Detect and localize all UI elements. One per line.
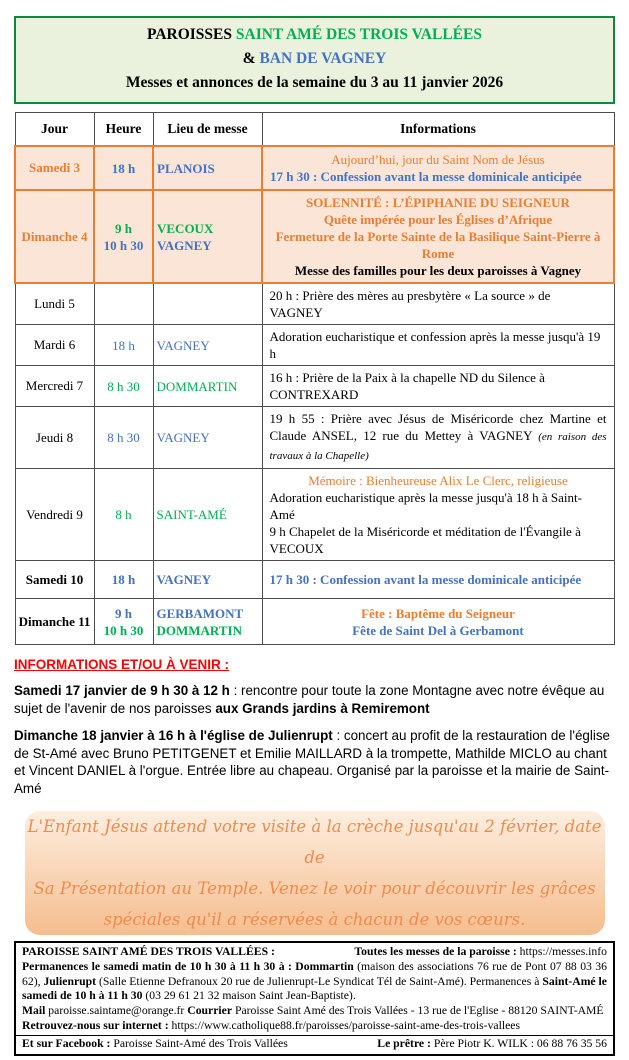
text-run: SAINT AMÉ DES TROIS VALLÉES — [235, 26, 482, 43]
place-cell-line — [157, 506, 259, 523]
text-run: VAGNEY — [156, 430, 210, 445]
info-line — [270, 605, 607, 622]
text-run: Jeudi 8 — [35, 429, 74, 445]
table-row-dimanche-4 — [15, 190, 614, 283]
text-run: Lundi 5 — [34, 296, 75, 311]
info-line — [270, 151, 606, 168]
time-cell-line — [96, 237, 151, 254]
time-cell-line — [96, 220, 151, 237]
place-cell-line — [157, 605, 259, 622]
text-run: SAINT-AMÉ — [156, 507, 227, 522]
info-line — [270, 622, 607, 639]
info-cell — [262, 407, 614, 469]
place-cell — [153, 146, 262, 190]
footer-masses-info — [354, 945, 607, 960]
footer-facebook — [22, 1037, 288, 1052]
footer-permanences — [22, 960, 607, 1004]
announcements-section — [14, 657, 615, 797]
text-run: aux Grands jardins à Remiremont — [215, 700, 430, 716]
text-run: VECOUX — [157, 220, 214, 236]
text-run: Adoration eucharistique après la messe jusqu'à 18 h à Saint-Amé — [269, 490, 582, 522]
announcements-heading: INFORMATIONS ET/OU À VENIR : — [14, 657, 229, 672]
text-run: 10 h 30 — [103, 237, 144, 253]
place-cell — [153, 283, 262, 325]
text-run: Quête impérée pour les Églises d’Afrique — [323, 212, 553, 227]
info-cell — [262, 469, 614, 561]
place-cell-line — [157, 571, 259, 588]
text-run: (Salle Etienne Defranoux 20 rue de Julienrupt-Le Syndicat Tél de Saint-Amé). Permanences à — [96, 974, 543, 988]
info-line — [270, 523, 607, 557]
text-run: 8 h 30 — [107, 430, 140, 445]
text-run: (03 29 61 21 32 maison Saint Jean-Baptiste). — [142, 989, 356, 1003]
place-cell-line — [157, 337, 259, 354]
place-cell-line — [157, 220, 258, 237]
creche-notice-line: spéciales qu'il a réservées à chacun de vos cœurs. — [103, 910, 526, 929]
text-run: Saint-Amé le samedi de 10 h à 11 h 30 — [22, 974, 607, 1003]
day-cell — [15, 283, 94, 325]
text-run: PAROISSES — [147, 26, 236, 43]
info-cell — [262, 325, 614, 366]
time-cell — [94, 407, 153, 469]
time-cell-line — [96, 378, 152, 395]
col-header-informations: Informations — [262, 113, 614, 147]
table-row-lundi-5 — [15, 283, 614, 325]
text-run: 18 h — [112, 337, 135, 353]
info-line — [270, 410, 607, 465]
time-cell-line — [96, 429, 152, 446]
text-run: Retrouvez-nous sur internet : — [22, 1018, 169, 1032]
text-run: Samedi 17 janvier de 9 h 30 à 12 h — [14, 683, 230, 698]
time-cell-line — [96, 622, 152, 639]
text-run: Permanences le samedi matin de 10 h 30 à 11 h 30 à : Dommartin — [22, 959, 354, 973]
time-cell-line — [96, 571, 152, 588]
text-run: Courrier — [187, 1004, 233, 1018]
announcement-paragraph-1 — [14, 682, 615, 717]
time-cell — [94, 190, 153, 283]
place-cell-line — [157, 237, 258, 254]
text-run: Toutes les messes de la paroisse : — [354, 945, 517, 958]
text-run: Mail — [22, 1004, 46, 1018]
text-run: SOLENNITÉ : L’ÉPIPHANIE DU SEIGNEUR — [306, 195, 570, 210]
table-row-mercredi-7 — [15, 366, 614, 407]
place-cell-line — [157, 622, 259, 639]
text-run: Fermeture de la Porte Sainte de la Basilique Saint-Pierre à Rome — [275, 229, 601, 261]
place-cell-line — [157, 160, 258, 177]
time-cell — [94, 366, 153, 407]
col-header-heure: Heure — [94, 113, 153, 147]
table-row-dimanche-11 — [15, 599, 614, 645]
banner-title-line2 — [20, 47, 609, 71]
place-cell — [153, 469, 262, 561]
table-row-vendredi-9 — [15, 469, 614, 561]
text-run: GERBAMONT — [156, 605, 244, 621]
time-cell — [94, 561, 153, 599]
text-run: 16 h : Prière de la Paix à la chapelle ND du Silence à CONTREXARD — [269, 370, 545, 402]
footer-mail-courrier — [22, 1004, 607, 1019]
info-line — [270, 328, 607, 362]
day-cell — [15, 599, 94, 645]
time-cell — [94, 283, 153, 325]
place-cell — [153, 407, 262, 469]
text-run: Mémoire : Bienheureuse Alix Le Clerc, religieuse — [308, 473, 568, 488]
text-run: BAN DE VAGNEY — [259, 50, 387, 67]
table-row-samedi-3 — [15, 146, 614, 190]
place-cell-line — [157, 429, 259, 446]
day-cell — [15, 325, 94, 366]
place-cell-line — [157, 378, 259, 395]
day-cell — [15, 407, 94, 469]
text-run: Et sur Facebook : — [22, 1036, 111, 1050]
text-run: Dimanche 18 janvier à 16 h à l'église de Julienrupt — [14, 728, 333, 743]
info-line — [270, 168, 606, 185]
text-run: (en raison des travaux à la Chapelle) — [269, 431, 607, 462]
day-cell — [15, 190, 94, 283]
info-cell — [262, 146, 614, 190]
info-line — [270, 287, 607, 321]
day-cell — [15, 366, 94, 407]
text-run: VAGNEY — [157, 237, 212, 253]
announcement-paragraph-2 — [14, 727, 615, 797]
place-cell — [153, 599, 262, 645]
header-banner — [14, 16, 615, 104]
info-line — [270, 472, 607, 489]
info-line — [270, 489, 607, 523]
text-run: 17 h 30 : Confession avant la messe dominicale anticipée — [270, 169, 582, 184]
text-run: Adoration eucharistique et confession après la messe jusqu'à 19 h — [269, 329, 601, 361]
text-run: Aujourd’hui, jour du Saint Nom de Jésus — [331, 152, 545, 167]
time-cell-line — [96, 337, 152, 354]
text-run: VAGNEY — [156, 337, 210, 353]
time-cell-line — [96, 605, 152, 622]
text-run: 9 h — [115, 605, 132, 621]
text-run: Mercredi 7 — [25, 378, 84, 393]
link[interactable]: https://messes.info — [516, 945, 607, 958]
text-run: Dimanche 11 — [18, 613, 91, 629]
text-run: Paroisse Saint-Amé des Trois Vallées — [110, 1036, 288, 1050]
text-run: 9 h Chapelet de la Miséricorde et méditation de l'Évangile à VECOUX — [269, 524, 581, 556]
table-row-jeudi-8 — [15, 407, 614, 469]
table-row-samedi-10 — [15, 561, 614, 599]
info-line — [270, 369, 607, 403]
text-run: : concert au profit de la restauration de l'église de St-Amé avec Bruno PETITGENET et Emilie MAILLARD à la trompette, Mathilde MICLO au chant et Vincent DANIEL à l'orgue. Entrée libre au chapeau. Organisé par la paroisse et la mairie de Saint-Amé — [14, 728, 610, 796]
info-cell — [262, 561, 614, 599]
text-run: 10 h 30 — [103, 622, 144, 638]
info-cell — [262, 599, 614, 645]
creche-notice-line: Sa Présentation au Temple. Venez le voir pour découvrir les grâces — [33, 879, 596, 898]
text-run: 20 h : Prière des mères au presbytère « La source » de VAGNEY — [269, 288, 551, 320]
text-run: Mardi 6 — [33, 337, 76, 352]
text-run: Julienrupt — [43, 974, 97, 988]
banner-subtitle — [20, 71, 609, 95]
text-run: Samedi 3 — [29, 160, 80, 175]
info-line — [270, 211, 606, 228]
text-run: : rencontre pour toute la zone Montagne avec notre évêque au sujet de l'avenir de nos paroisses — [14, 683, 605, 716]
link[interactable]: https://www.catholique88.fr/paroisses/paroisse-saint-ame-des-trois-vallees — [168, 1018, 521, 1032]
footer-line-5 — [16, 1035, 613, 1052]
footer-parish-title — [22, 945, 275, 960]
text-run: PAROISSE SAINT AMÉ DES TROIS VALLÉES : — [22, 945, 275, 958]
day-cell — [15, 561, 94, 599]
schedule-table — [14, 112, 615, 645]
text-run: Paroisse Saint Amé des Trois Vallées - 13 rue de l'Eglise - 88120 SAINT-AMÉ — [232, 1004, 604, 1018]
creche-notice — [25, 811, 605, 935]
time-cell-line — [96, 160, 151, 177]
info-cell — [262, 283, 614, 325]
time-cell-line — [96, 506, 152, 523]
text-run: 17 h 30 : Confession avant la messe dominicale anticipée — [269, 572, 582, 587]
text-run: Messes et annonces de la semaine du 3 au 11 janvier 2026 — [125, 74, 504, 91]
place-cell — [153, 561, 262, 599]
footer-box — [14, 941, 615, 1056]
info-cell — [262, 366, 614, 407]
text-run: Dimanche 4 — [21, 228, 88, 244]
text-run: 8 h — [115, 507, 132, 522]
text-run: (maison des associations 76 rue de Pont 07 88 03 36 62), — [22, 959, 607, 988]
col-header-lieu: Lieu de messe — [153, 113, 262, 147]
text-run: 19 h 55 : Prière avec Jésus de Miséricorde chez Martine et Claude ANSEL, 12 rue du Mettey à VAGNEY — [269, 411, 607, 443]
time-cell — [94, 469, 153, 561]
time-cell — [94, 146, 153, 190]
text-run: Messe des familles pour les deux paroisses à Vagney — [294, 263, 582, 278]
place-cell — [153, 366, 262, 407]
text-run: PLANOIS — [157, 160, 215, 176]
info-line — [270, 571, 607, 588]
info-line — [270, 194, 606, 211]
creche-notice-line: L'Enfant Jésus attend votre visite à la crèche jusqu'au 2 février, date de — [27, 817, 602, 867]
text-run: 18 h — [111, 572, 136, 587]
text-run: 8 h 30 — [107, 378, 140, 394]
info-line — [270, 228, 606, 262]
text-run: Fête de Saint Del à Gerbamont — [352, 622, 524, 638]
text-run: & — [242, 50, 260, 67]
schedule-table-body — [15, 146, 614, 645]
footer-line-1 — [22, 945, 607, 960]
text-run: Fête : Baptême du Seigneur — [361, 605, 515, 621]
table-header-row — [15, 113, 614, 147]
text-run: Le prêtre : — [377, 1036, 431, 1050]
time-cell — [94, 599, 153, 645]
footer-internet — [22, 1019, 607, 1034]
text-run: 18 h — [111, 160, 136, 176]
place-cell — [153, 325, 262, 366]
footer-priest — [377, 1037, 607, 1052]
text-run: Vendredi 9 — [26, 506, 83, 522]
text-run: 9 h — [115, 220, 132, 236]
day-cell — [15, 469, 94, 561]
banner-title-line1 — [20, 23, 609, 47]
place-cell — [153, 190, 262, 283]
text-run: Père Piotr K. WILK : 06 88 76 35 56 — [430, 1036, 607, 1050]
day-cell — [15, 146, 94, 190]
info-cell — [262, 190, 614, 283]
time-cell — [94, 325, 153, 366]
text-run: DOMMARTIN — [156, 378, 238, 394]
text-run: VAGNEY — [156, 572, 212, 587]
link[interactable]: paroisse.saintame@orange.fr — [45, 1004, 188, 1018]
table-row-mardi-6 — [15, 325, 614, 366]
info-line — [270, 262, 606, 279]
col-header-jour: Jour — [15, 113, 94, 147]
text-run: Samedi 10 — [25, 571, 84, 587]
text-run: DOMMARTIN — [156, 622, 242, 638]
